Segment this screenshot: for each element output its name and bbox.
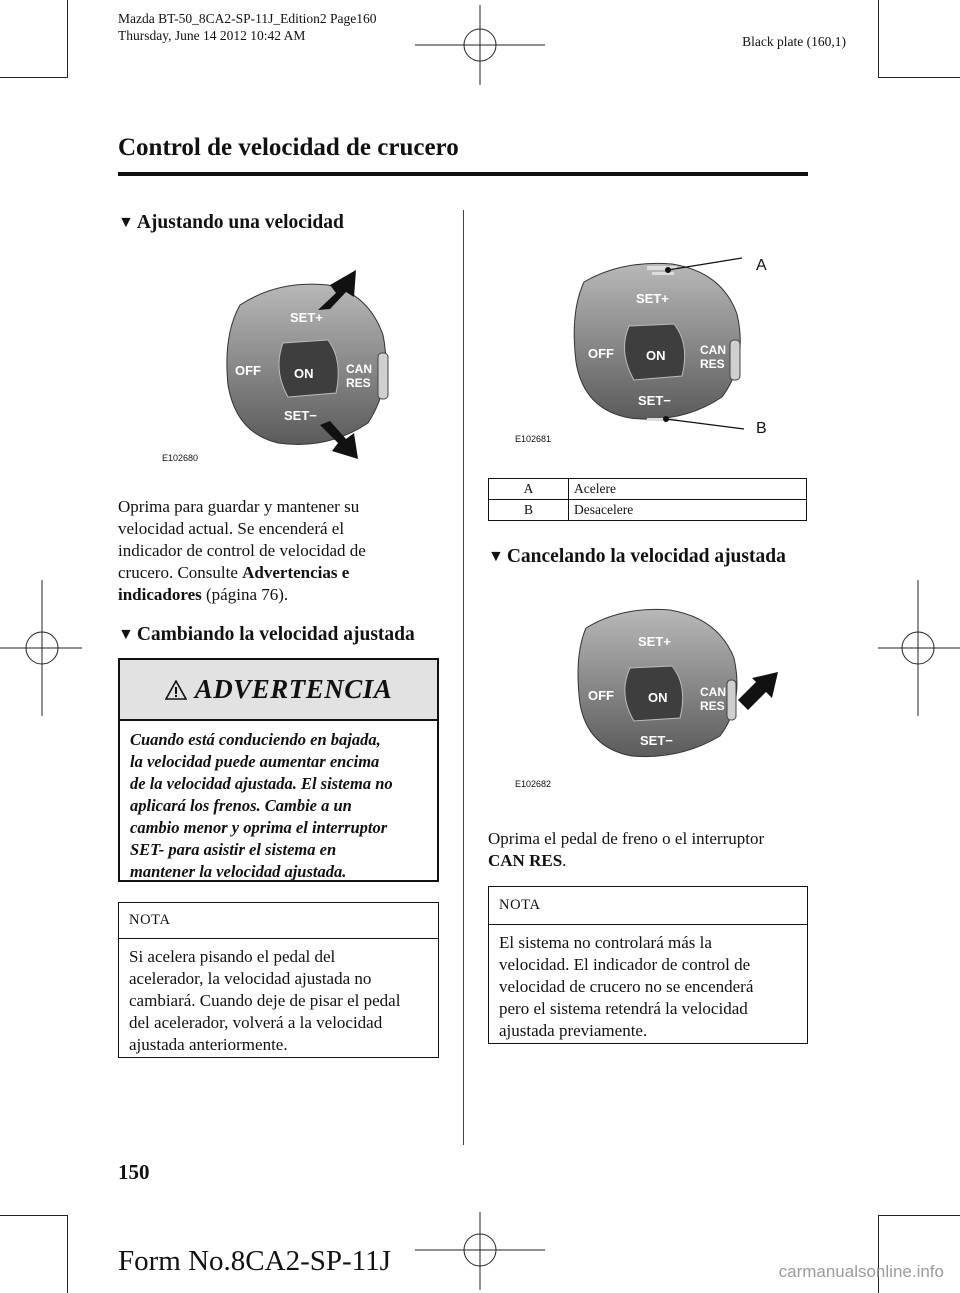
cruise-switch-figure-ab — [512, 252, 784, 447]
legend-table — [488, 478, 807, 521]
note-title: NOTA — [119, 903, 438, 939]
cruise-switch-figure-cancel — [560, 600, 782, 776]
table-row — [489, 479, 807, 500]
heading-cambiando: ▼ Cambiando la velocidad ajustada — [118, 624, 415, 645]
section-title: Control de velocidad de crucero — [118, 134, 459, 161]
heading-ajustando: ▼ Ajustando una velocidad — [118, 212, 344, 233]
label-off: OFF — [235, 363, 261, 378]
column-divider — [463, 210, 464, 1145]
note-title: NOTA — [489, 887, 807, 925]
legend-key: A — [489, 479, 569, 500]
triangle-icon: ▼ — [118, 214, 134, 231]
print-header-line1: Mazda BT-50_8CA2-SP-11J_Edition2 Page160 — [118, 11, 377, 26]
warning-triangle-icon — [165, 680, 187, 700]
legend-value: Acelere — [569, 479, 807, 500]
label-set-plus: SET+ — [638, 634, 671, 649]
watermark: carmanualsonline.info — [778, 1262, 944, 1281]
label-on: ON — [648, 690, 668, 705]
heading-cancelando: ▼ Cancelando la velocidad ajustada — [488, 546, 786, 567]
label-res: RES — [700, 699, 725, 713]
legend-value: Desacelere — [569, 500, 807, 521]
callout-b: B — [756, 420, 767, 437]
plate-label: Black plate (160,1) — [742, 34, 846, 49]
label-set-minus: SET− — [638, 393, 671, 408]
can-res-label: CAN RES — [488, 851, 563, 870]
callout-a: A — [756, 257, 767, 274]
warning-text: Cuando está conduciendo en bajada, la velocidad puede aumentar encima de la velocidad ajustada. El sistema no aplicará los frenos. Cambie a un cambio menor y oprima el interruptor SET- para asistir el sistema en mantener la velocidad ajustada. — [130, 730, 393, 881]
paragraph-oprima: Oprima para guardar y mantener su velocidad actual. Se encenderá el indicador de control de velocidad de crucero. Consulte Advertencias e indicadores (página 76). — [118, 497, 366, 604]
label-res: RES — [346, 376, 371, 390]
label-set-plus: SET+ — [636, 291, 669, 306]
note-box-left — [118, 902, 439, 1058]
label-set-minus: SET− — [284, 408, 317, 423]
cruise-switch-figure-set — [218, 265, 398, 461]
table-row — [489, 500, 807, 521]
label-on: ON — [646, 348, 666, 363]
figure-code-2: E102681 — [515, 434, 552, 444]
title-rule — [118, 172, 808, 176]
label-can: CAN — [346, 362, 372, 376]
warning-header — [120, 660, 437, 721]
label-on: ON — [294, 366, 314, 381]
label-off: OFF — [588, 346, 614, 361]
link-advertencias[interactable]: Advertencias e — [242, 563, 350, 582]
note-text: Si acelera pisando el pedal del acelerador, la velocidad ajustada no cambiará. Cuando deje de pisar el pedal del acelerador, volverá a la velocidad ajustada anteriormente. — [129, 947, 401, 1054]
paragraph-cancel: Oprima el pedal de freno o el interruptor CAN RES. — [488, 829, 765, 870]
label-set-minus: SET− — [640, 733, 673, 748]
warning-box — [118, 658, 439, 882]
warning-title: ADVERTENCIA — [194, 674, 393, 704]
print-header-line2: Thursday, June 14 2012 10:42 AM — [118, 28, 306, 43]
label-off: OFF — [588, 688, 614, 703]
arrow-left-icon — [738, 672, 778, 710]
page-number: 150 — [118, 1160, 150, 1184]
note-box-right — [488, 886, 808, 1044]
label-can: CAN — [700, 343, 726, 357]
figure-code-3: E102682 — [515, 779, 552, 789]
triangle-icon: ▼ — [488, 548, 504, 565]
form-number: Form No.8CA2-SP-11J — [118, 1245, 391, 1277]
note-text: El sistema no controlará más la velocidad. El indicador de control de velocidad de crucero no se encenderá pero el sistema retendrá la velocidad ajustada previamente. — [499, 933, 754, 1040]
triangle-icon: ▼ — [118, 626, 134, 643]
label-set-plus: SET+ — [290, 310, 323, 325]
figure-code-1: E102680 — [162, 453, 199, 463]
legend-key: B — [489, 500, 569, 521]
label-can: CAN — [700, 685, 726, 699]
label-res: RES — [700, 357, 725, 371]
